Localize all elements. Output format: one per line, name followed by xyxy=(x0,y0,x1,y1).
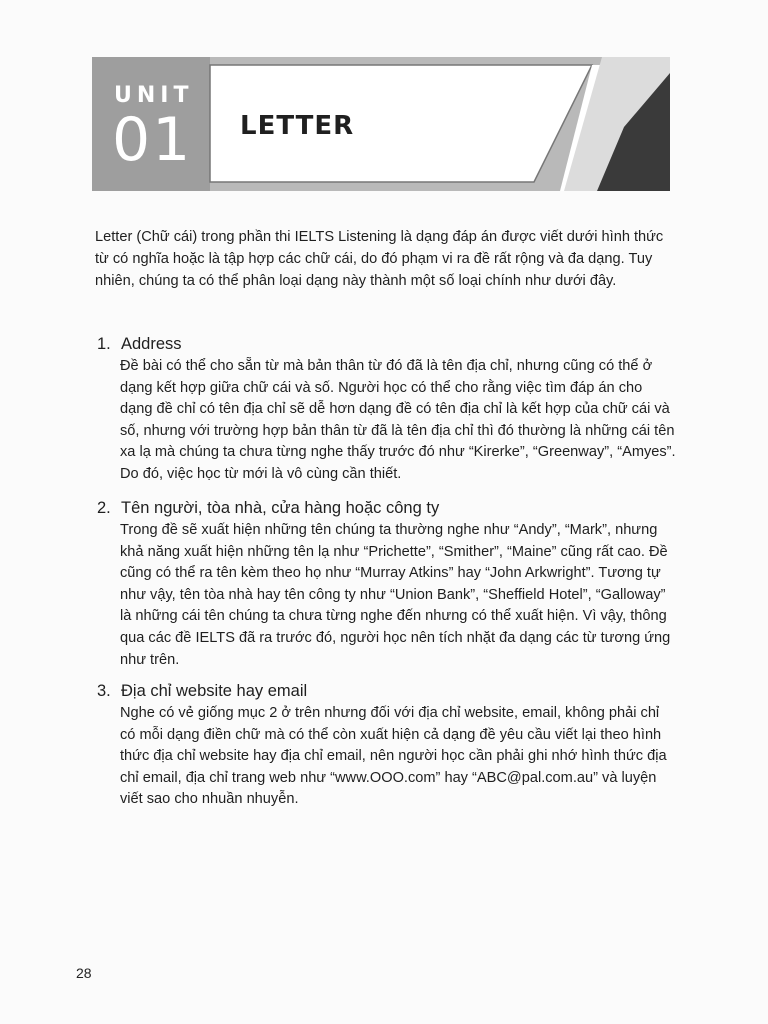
section-body: Đề bài có thể cho sẵn từ mà bản thân từ đó đã là tên địa chỉ, nhưng cũng có thể ở dạng kết hợp giữa chữ cái và số. Người học có thể cho rằng việc tìm đáp án cho dạng đề chỉ có tên địa chỉ sẽ dễ hơn dạng đề có tên địa chỉ là kết hợp của chữ cái và số, nhưng với trường hợp bản thân từ đã là tên địa chỉ thì đó thường là những cái tên xa lạ mà chúng ta chưa từng nghe thấy trước đó như “Kirerke”, “Greenway”, “Amyes”. Do đó, việc học từ mới là vô cùng cần thiết. xyxy=(120,358,676,482)
page-title: LETTER xyxy=(240,111,355,141)
section-heading xyxy=(97,334,677,354)
page-number: 28 xyxy=(76,965,92,981)
intro-paragraph: Letter (Chữ cái) trong phần thi IELTS Listening là dạng đáp án được viết dưới hình thức từ có nghĩa hoặc là tập hợp các chữ cái, do đó phạm vi ra đề rất rộng và đa dạng. Tuy nhiên, chúng ta có thể phân loại dạng này thành một số loại chính như dưới đây. xyxy=(95,229,664,289)
section-number: 1. xyxy=(97,335,111,353)
unit-number: 01 xyxy=(112,105,193,175)
section-title: Tên người, tòa nhà, cửa hàng hoặc công ty xyxy=(121,499,440,517)
section-address xyxy=(97,334,677,486)
unit-label: UNIT xyxy=(114,83,194,108)
section-website-email xyxy=(97,681,677,811)
section-title: Address xyxy=(121,335,182,353)
section-number: 3. xyxy=(97,682,111,700)
unit-banner xyxy=(92,57,670,191)
section-number: 2. xyxy=(97,499,111,517)
section-names xyxy=(97,498,677,671)
section-heading xyxy=(97,498,677,518)
section-body: Nghe có vẻ giống mục 2 ở trên nhưng đối với địa chỉ website, email, không phải chỉ có mỗi dạng điền chữ mà có thể còn xuất hiện cả dạng đề yêu cầu viết lại theo hình thức địa chỉ website hay địa chỉ email, nên người học cần phải ghi nhớ hình thức địa chỉ email, địa chỉ trang web như “www.OOO.com” hay “ABC@pal.com.au” và luyện viết sao cho nhuần nhuyễn. xyxy=(120,705,667,808)
section-body: Trong đề sẽ xuất hiện những tên chúng ta thường nghe như “Andy”, “Mark”, nhưng khả năng xuất hiện những tên lạ như “Prichette”, “Smither”, “Maine” cũng rất cao. Đề cũng có thể ra tên kèm theo họ như “Murray Atkins” hay “John Arkwright”. Tương tự như vậy, tên tòa nhà hay tên công ty như “Union Bank”, “Sheffield Hotel”, “Galloway” là những cái tên chúng ta chưa từng nghe đến nhưng có thể xuất hiện. Vì vậy, thông qua các đề IELTS đã ra trước đó, người học nên tích nhặt đa dạng các từ tương ứng như trên. xyxy=(120,522,671,668)
section-heading xyxy=(97,681,677,701)
section-title: Địa chỉ website hay email xyxy=(121,682,308,700)
